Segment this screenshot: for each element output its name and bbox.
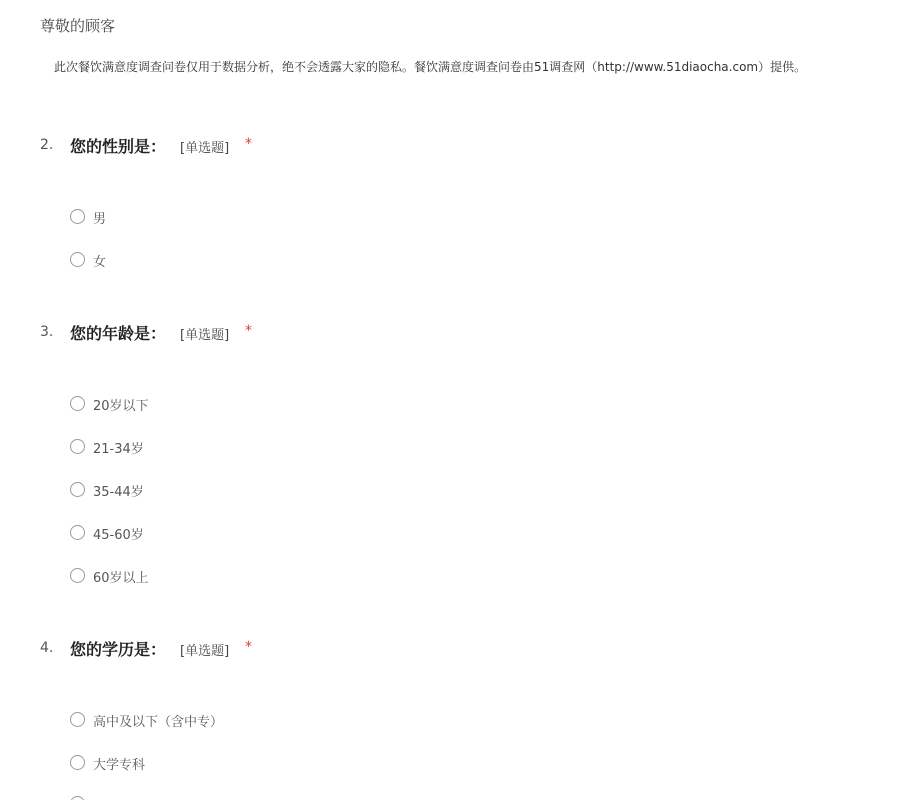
radio-button[interactable] [70, 568, 85, 583]
option-edu-college[interactable] [70, 754, 470, 774]
question-title: 您的性别是： [70, 137, 167, 156]
option-label: 20岁以下 [93, 399, 149, 414]
option-label: 大学专科 [93, 758, 146, 773]
survey-intro: 此次餐饮满意度调查问卷仅用于数据分析，绝不会透露大家的隐私。餐饮满意度调查问卷由51调查网（http://www.51diaocha.com）提供。 [54, 60, 807, 74]
question-header [0, 134, 900, 158]
option-edu-high-school[interactable] [70, 711, 470, 731]
option-label: 高中及以下（含中专） [93, 715, 224, 730]
radio-button[interactable] [70, 396, 85, 411]
question-number: 3. [40, 324, 54, 340]
question-number: 2. [40, 137, 54, 153]
radio-button[interactable] [70, 482, 85, 497]
option-female[interactable] [70, 251, 470, 271]
option-label: 女 [93, 255, 107, 270]
option-label: 45-60岁 [93, 528, 144, 543]
question-type: [单选题] [180, 141, 230, 156]
option-age-over-60[interactable] [70, 567, 470, 587]
option-label: 35-44岁 [93, 485, 144, 500]
required-mark: * [245, 639, 252, 655]
question-type: [单选题] [180, 328, 230, 343]
radio-button[interactable] [70, 755, 85, 770]
radio-button[interactable] [70, 252, 85, 267]
question-number: 4. [40, 640, 54, 656]
question-title: 您的年龄是： [70, 324, 167, 343]
question-title: 您的学历是： [70, 640, 167, 659]
option-age-45-60[interactable] [70, 524, 470, 544]
option-male[interactable] [70, 208, 470, 228]
radio-button[interactable] [70, 796, 85, 800]
option-edu-partial[interactable] [70, 795, 470, 800]
option-age-21-34[interactable] [70, 438, 470, 458]
question-header [0, 637, 900, 661]
question-type: [单选题] [180, 644, 230, 659]
required-mark: * [245, 323, 252, 339]
option-label: 60岁以上 [93, 571, 149, 586]
option-label: 21-34岁 [93, 442, 144, 457]
radio-button[interactable] [70, 712, 85, 727]
required-mark: * [245, 136, 252, 152]
greeting-heading: 尊敬的顾客 [40, 17, 116, 35]
radio-button[interactable] [70, 209, 85, 224]
question-header [0, 321, 900, 345]
option-label: 男 [93, 212, 107, 227]
option-age-under-20[interactable] [70, 395, 470, 415]
option-age-35-44[interactable] [70, 481, 470, 501]
radio-button[interactable] [70, 525, 85, 540]
radio-button[interactable] [70, 439, 85, 454]
